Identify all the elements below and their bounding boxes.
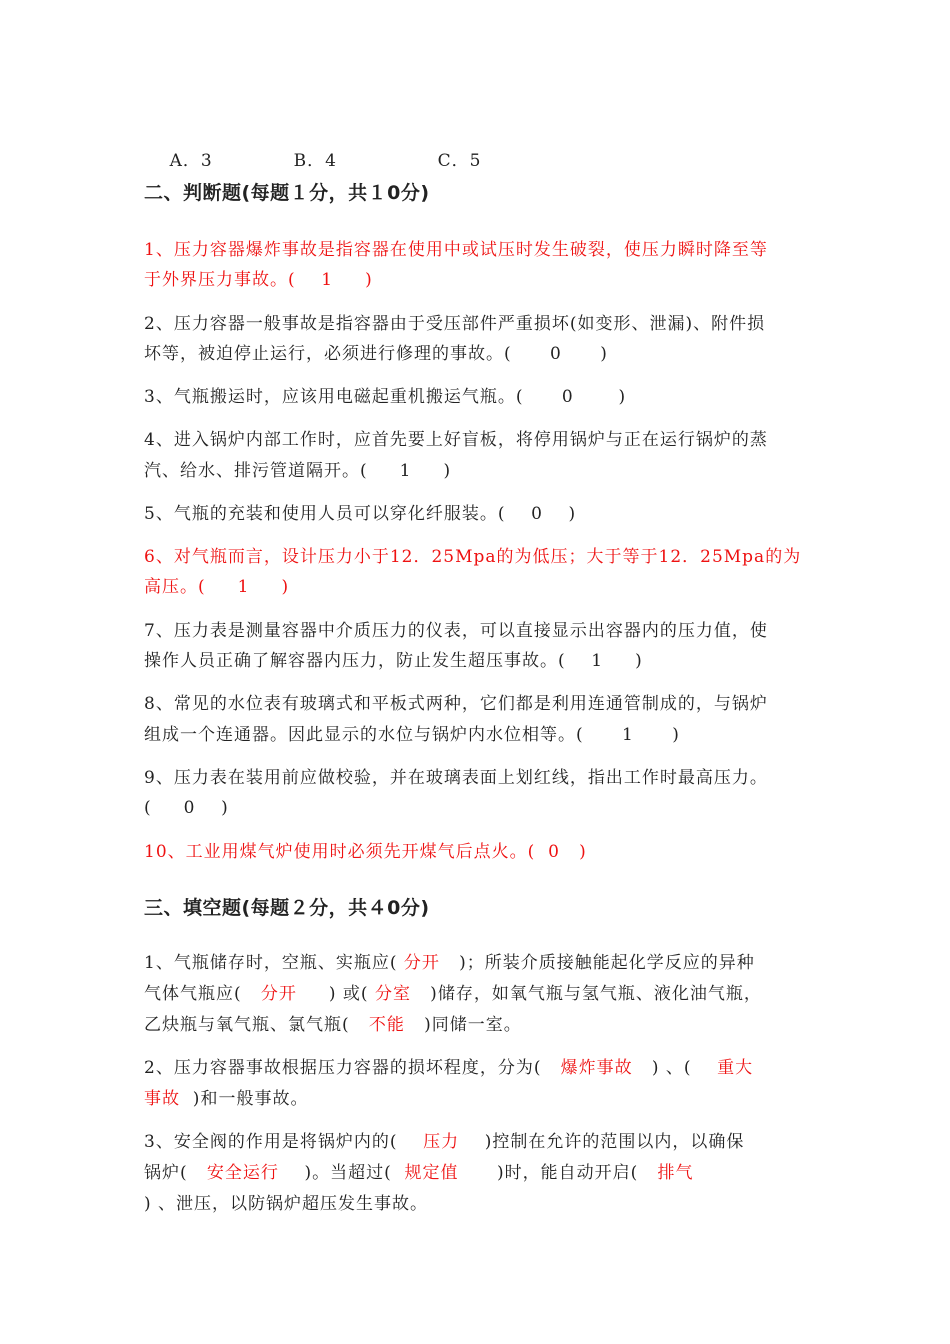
judge-item-7-line-2: 操作人员正确了解容器内压力，防止发生超压事故。( 1 ) <box>144 651 643 671</box>
judge-item-10-line-1: 10、工业用煤气炉使用时必须先开煤气后点火。( 0 ) <box>144 842 587 862</box>
fill-q3-answer-4: 排气 <box>638 1163 694 1183</box>
fill-q1-answer-2: 分开 <box>241 984 317 1004</box>
judge-item-9-line-2: ( 0 ) <box>144 798 229 818</box>
section2-title: 二、判断题(每题１分，共１0分) <box>144 182 430 204</box>
fill-q2-text: 2、压力容器事故根据压力容器的损坏程度，分为( <box>144 1058 542 1078</box>
fill-q3-text: )。当超过( <box>291 1163 392 1183</box>
judge-item-7-line-1: 7、压力表是测量容器中介质压力的仪表，可以直接显示出容器内的压力值，使 <box>144 621 768 641</box>
judge-item-4-line-1: 4、进入锅炉内部工作时，应首先要上好盲板，将停用锅炉与正在运行锅炉的蒸 <box>144 430 768 450</box>
fill-q1-text: )；所装介质接触能起化学反应的异种 <box>446 953 755 973</box>
option-a: A．3 <box>169 151 213 171</box>
fill-q3-answer-2: 安全运行 <box>187 1163 292 1183</box>
judge-item-1-line-1: 1、压力容器爆炸事故是指容器在使用中或试压时发生破裂，使压力瞬时降至等 <box>144 240 768 260</box>
option-b: B．4 <box>293 151 337 171</box>
fill-q3-text: )时，能自动开启( <box>484 1163 639 1183</box>
fill-q1-text: 气体气瓶应( <box>144 984 242 1004</box>
judge-item-6-line-1: 6、对气瓶而言，设计压力小于12．25Mpa的为低压；大于等于12．25Mpa的为 <box>144 547 802 567</box>
fill-q1-text: )储存，如氧气瓶与氢气瓶、液化油气瓶， <box>417 984 762 1004</box>
fill-q2-line-1 <box>144 1057 753 1079</box>
fill-q1-text: 乙炔瓶与氧气瓶、氯气瓶( <box>144 1015 350 1035</box>
fill-q1-answer-4: 不能 <box>349 1015 412 1035</box>
judge-item-8-line-2: 组成一个连通器。因此显示的水位与锅炉内水位相等。( 1 ) <box>144 725 680 745</box>
fill-q2-answer-2-cont: 事故 <box>144 1089 180 1109</box>
judge-item-4-line-2: 汽、给水、排污管道隔开。( 1 ) <box>144 461 452 481</box>
fill-q2-line-2 <box>144 1088 308 1110</box>
fill-q1-text: ) 或( <box>316 984 369 1004</box>
fill-q3-text: 锅炉( <box>144 1163 188 1183</box>
judge-item-8-line-1: 8、常见的水位表有玻璃式和平板式两种，它们都是利用连通管制成的，与锅炉 <box>144 694 768 714</box>
fill-q3-text: )控制在允许的范围以内，以确保 <box>471 1132 745 1152</box>
fill-q2-answer-2: 重大 <box>691 1058 754 1078</box>
section3-title: 三、填空题(每题２分，共４0分) <box>144 897 430 919</box>
fill-q1-answer-3: 分室 <box>368 984 418 1004</box>
option-c: C．5 <box>437 151 482 171</box>
fill-q2-text: )和一般事故。 <box>180 1089 309 1109</box>
fill-q2-answer-1: 爆炸事故 <box>541 1058 640 1078</box>
judge-item-5-line-1: 5、气瓶的充装和使用人员可以穿化纤服装。( 0 ) <box>144 504 577 524</box>
judge-item-3-line-1: 3、气瓶搬运时，应该用电磁起重机搬运气瓶。( 0 ) <box>144 387 627 407</box>
fill-q1-line-2 <box>144 983 762 1005</box>
judge-item-6-line-2: 高压。( 1 ) <box>144 577 290 597</box>
judge-item-2-line-2: 坏等，被迫停止运行，必须进行修理的事故。( 0 ) <box>144 344 608 364</box>
fill-q2-text: ) 、( <box>639 1058 692 1078</box>
fill-q1-answer-1: 分开 <box>397 953 447 973</box>
fill-q1-text: )同储一室。 <box>411 1015 522 1035</box>
fill-q1-line-1 <box>144 952 755 974</box>
fill-q3-line-1 <box>144 1131 744 1153</box>
fill-q1-text: 1、气瓶储存时，空瓶、实瓶应( <box>144 953 398 973</box>
fill-q1-line-3 <box>144 1014 522 1036</box>
fill-q3-answer-1: 压力 <box>397 1132 472 1152</box>
judge-item-2-line-1: 2、压力容器一般事故是指容器由于受压部件严重损坏(如变形、泄漏)、附件损 <box>144 314 766 334</box>
fill-q3-line-2 <box>144 1162 693 1184</box>
judge-item-9-line-1: 9、压力表在装用前应做校验，并在玻璃表面上划红线，指出工作时最高压力。 <box>144 768 768 788</box>
fill-q3-line-3: ) 、泄压，以防锅炉超压发生事故。 <box>144 1194 429 1214</box>
judge-item-1-line-2: 于外界压力事故。( 1 ) <box>144 270 373 290</box>
fill-q3-answer-3: 规定值 <box>391 1163 485 1183</box>
fill-q3-text: 3、安全阀的作用是将锅炉内的( <box>144 1132 398 1152</box>
